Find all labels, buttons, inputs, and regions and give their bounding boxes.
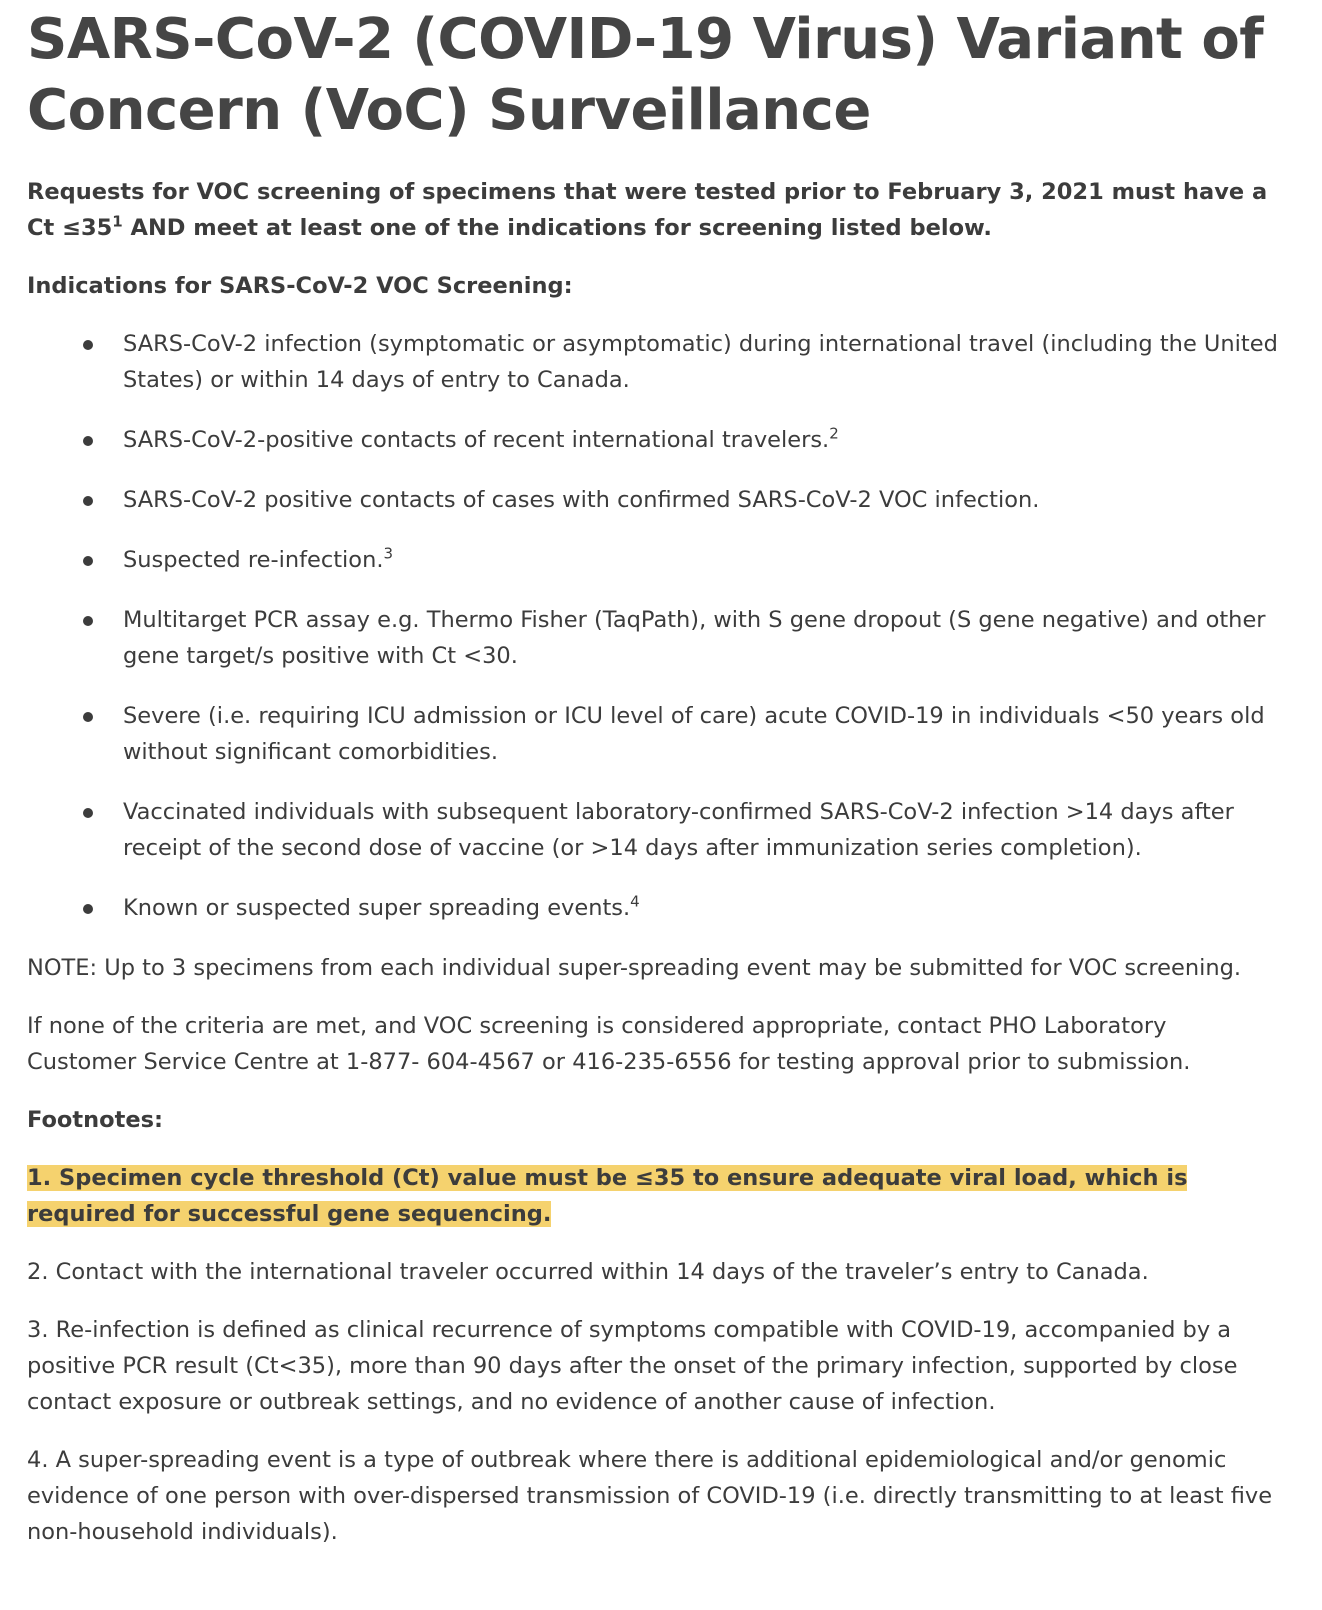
list-item — [27, 326, 1278, 398]
list-item-text: Severe (i.e. requiring ICU admission or ICU level of care) acute COVID-19 in individuals <50 years old without significant comorbidities. — [123, 703, 1265, 765]
intro-paragraph — [27, 174, 1278, 246]
list-item-text: SARS-CoV-2-positive contacts of recent international travelers. — [123, 427, 830, 453]
list-item — [27, 890, 1278, 926]
list-item — [27, 698, 1278, 770]
list-item — [27, 602, 1278, 674]
list-item — [27, 482, 1278, 518]
list-item — [27, 794, 1278, 866]
footnote-ref[interactable]: 4 — [630, 892, 640, 911]
bullet-icon — [83, 616, 93, 626]
footnote-4: 4. A super-spreading event is a type of outbreak where there is additional epidemiological and/or genomic evidence of one person with over-dispersed transmission of COVID-19 (i.e. directly transmitting to at least five non-household individuals). — [27, 1447, 1273, 1545]
highlighted-footnote-text: 1. Specimen cycle threshold (Ct) value must be ≤35 to ensure adequate viral load, which is required for successful gene sequencing. — [27, 1165, 1188, 1227]
bullet-icon — [83, 436, 93, 446]
list-item — [27, 542, 1278, 578]
intro-text: Requests for VOC screening of specimens that were tested prior to February 3, 2021 must have a Ct ≤35 — [27, 179, 1268, 241]
footnote-ref[interactable]: 2 — [829, 424, 839, 443]
footnote-3: 3. Re-infection is defined as clinical recurrence of symptoms compatible with COVID-19, accompanied by a positive PCR result (Ct<35), more than 90 days after the onset of the primary infection, supported by close contact exposure or outbreak settings, and no evidence of another cause of infection. — [27, 1317, 1238, 1415]
list-item-text: SARS-CoV-2 positive contacts of cases with confirmed SARS-CoV-2 VOC infection. — [123, 487, 1040, 513]
list-item-text: Suspected re-infection. — [123, 547, 384, 573]
list-item-text: Known or suspected super spreading events. — [123, 895, 631, 921]
note-paragraph: NOTE: Up to 3 specimens from each individual super-spreading event may be submitted for VOC screening. — [27, 955, 1242, 981]
list-item-text: SARS-CoV-2 infection (symptomatic or asymptomatic) during international travel (including the United States) or within 14 days of entry to Canada. — [123, 331, 1278, 393]
list-item-text: Multitarget PCR assay e.g. Thermo Fisher (TaqPath), with S gene dropout (S gene negative) and other gene target/s positive with Ct <30. — [123, 607, 1266, 669]
bullet-icon — [83, 904, 93, 914]
bullet-icon — [83, 712, 93, 722]
indications-list — [27, 326, 1278, 926]
footnote-2: 2. Contact with the international traveler occurred within 14 days of the traveler’s entry to Canada. — [27, 1259, 1149, 1285]
footnote-1 — [27, 1160, 1278, 1232]
intro-text-continued: AND meet at least one of the indications for screening listed below. — [122, 215, 992, 241]
footnote-ref-1[interactable]: 1 — [112, 212, 123, 231]
list-item-text: Vaccinated individuals with subsequent laboratory-confirmed SARS-CoV-2 infection >14 days after receipt of the second dose of vaccine (or >14 days after immunization series completion). — [123, 799, 1234, 861]
page-title: SARS-CoV-2 (COVID-19 Virus) Variant of Concern (VoC) Surveillance — [27, 7, 1264, 143]
contact-paragraph: If none of the criteria are met, and VOC screening is considered appropriate, contact PHO Laboratory Customer Service Centre at 1-877- 604-4567 or 416-235-6556 for testing approval prior to submission. — [27, 1013, 1191, 1075]
bullet-icon — [83, 556, 93, 566]
footnote-ref[interactable]: 3 — [383, 544, 394, 563]
bullet-icon — [83, 808, 93, 818]
bullet-icon — [83, 496, 93, 506]
footnotes-heading: Footnotes: — [27, 1107, 164, 1133]
bullet-icon — [83, 340, 93, 350]
list-item — [27, 422, 1278, 458]
indications-heading: Indications for SARS-CoV-2 VOC Screening: — [27, 273, 573, 299]
